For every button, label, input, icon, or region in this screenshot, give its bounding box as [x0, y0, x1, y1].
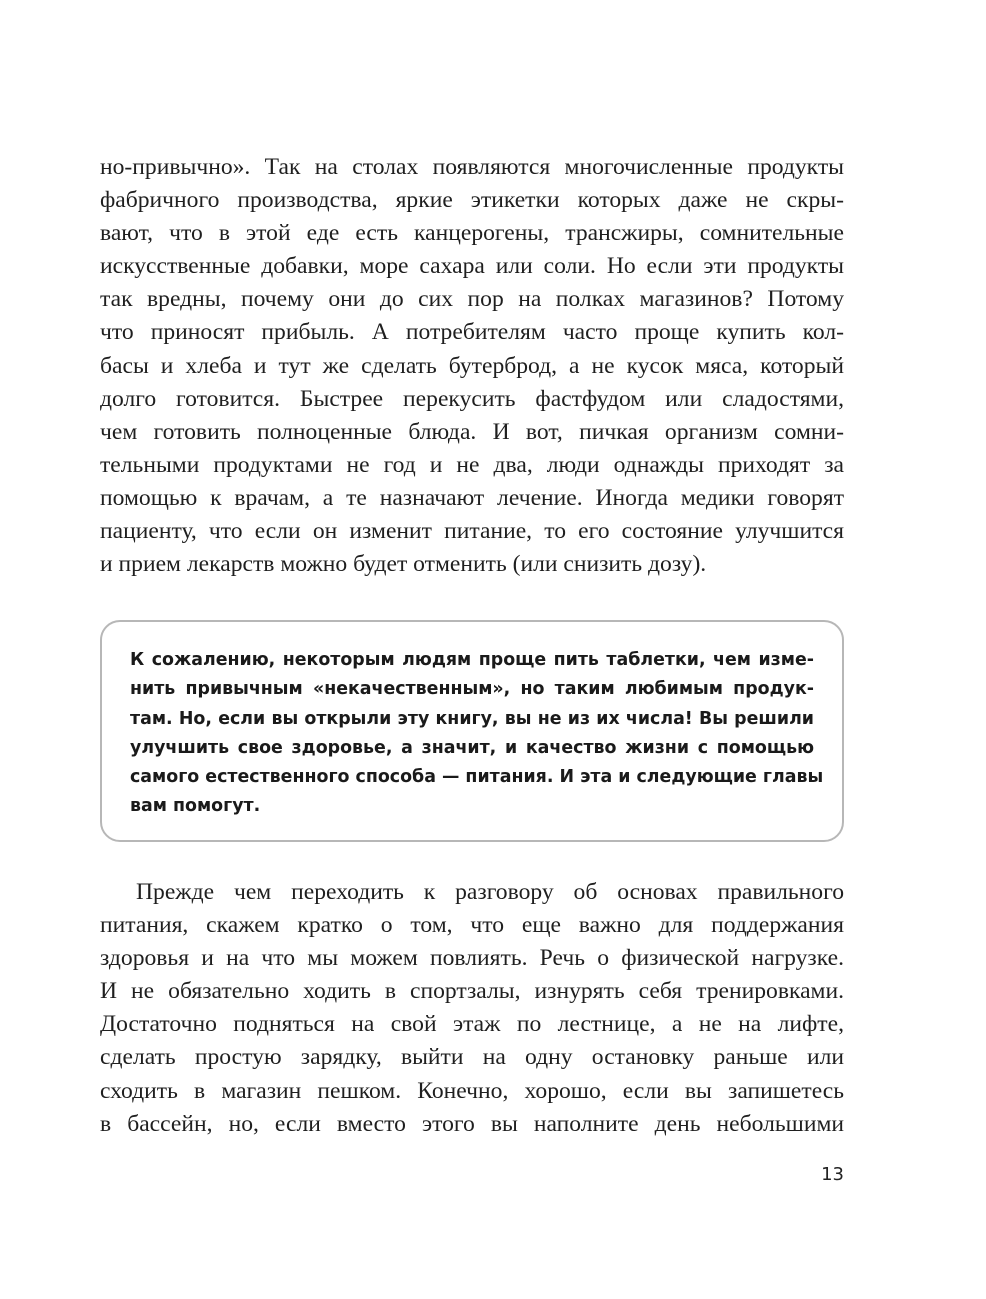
paragraph-line-text: Прежде чем переходить к разговору об основах правильного [136, 879, 844, 905]
callout-line: вам помогут. [130, 796, 261, 817]
paragraph-line: чем готовить полноценные блюда. И вот, пичкая организм сомни- [100, 418, 844, 445]
paragraph-line: пациенту, что если он изменит питание, то его состояние улучшится [100, 518, 844, 545]
paragraph-line: искусственные добавки, море сахара или соли. Но если эти продукты [100, 253, 844, 280]
paragraph-line: И не обязательно ходить в спортзалы, изнурять себя тренировками. [100, 978, 844, 1005]
page-number: 13 [821, 1164, 844, 1185]
paragraph-line: вают, что в этой еде есть канцерогены, трансжиры, сомнительные [100, 220, 844, 247]
paragraph-line: фабричного производства, яркие этикетки которых даже не скры- [100, 187, 844, 214]
callout-line: улучшить свое здоровье, а значит, и качество жизни с помощью [130, 737, 814, 758]
paragraph-line: тельными продуктами не год и не два, люди однажды приходят за [100, 451, 844, 478]
paragraph-2 [100, 876, 844, 1141]
callout-line: нить привычным «некачественным», но таким любимым продук- [130, 679, 814, 700]
paragraph-line: в бассейн, но, если вместо этого вы наполните день небольшими [100, 1110, 844, 1137]
paragraph-line: сходить в магазин пешком. Конечно, хорошо, если вы запишетесь [100, 1077, 844, 1104]
paragraph-line: что приносят прибыль. А потребителям часто проще купить кол- [100, 319, 844, 346]
callout-text [130, 646, 824, 822]
paragraph-line: басы и хлеба и тут же сделать бутерброд, а не кусок мяса, который [100, 352, 844, 379]
paragraph-line: сделать простую зарядку, выйти на одну остановку раньше или [100, 1044, 844, 1071]
callout-box [100, 620, 844, 842]
paragraph-line: питания, скажем кратко о том, что еще важно для поддержания [100, 912, 844, 939]
paragraph-1 [100, 151, 844, 581]
paragraph-line: помощью к врачам, а те назначают лечение. Иногда медики говорят [100, 484, 844, 511]
paragraph-line: долго готовится. Быстрее перекусить фастфудом или сладостями, [100, 385, 844, 412]
paragraph-line: здоровья и на что мы можем повлиять. Речь о физической нагрузке. [100, 945, 844, 972]
paragraph-first-line [100, 876, 844, 909]
paragraph-line: но-привычно». Так на столах появляются многочисленные продукты [100, 154, 844, 180]
callout-line: К сожалению, некоторым людям проще пить таблетки, чем изме- [130, 650, 814, 670]
paragraph-line: и прием лекарств можно будет отменить (или снизить дозу). [100, 551, 707, 578]
paragraph-line: Достаточно подняться на свой этаж по лестнице, а не на лифте, [100, 1011, 844, 1038]
callout-line: там. Но, если вы открыли эту книгу, вы не из их числа! Вы решили [130, 708, 814, 729]
paragraph-line: так вредны, почему они до сих пор на полках магазинов? Потому [100, 286, 844, 313]
callout-line: самого естественного способа — питания. И эта и следующие главы [130, 767, 824, 788]
